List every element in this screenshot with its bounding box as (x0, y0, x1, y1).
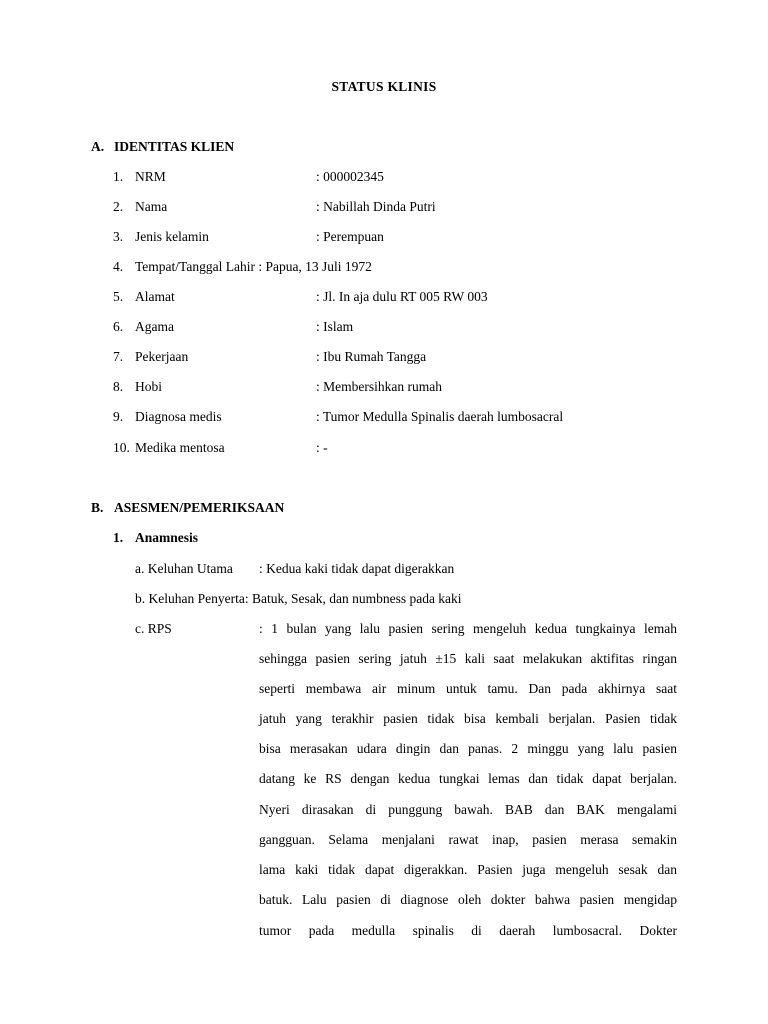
rps-text-line: : 1 bulan yang lalu pasien sering mengeluh kedua tungkainya lemah (259, 621, 677, 636)
identity-value: : 000002345 (316, 169, 384, 184)
anamnesis-title: Anamnesis (135, 530, 199, 545)
identity-value: : Membersihkan rumah (316, 379, 442, 394)
identity-number: 5. (113, 289, 124, 304)
identity-number: 9. (113, 409, 124, 424)
section-a-title: IDENTITAS KLIEN (114, 139, 235, 154)
rps-label: c. RPS (135, 621, 172, 636)
identity-number: 3. (113, 229, 124, 244)
keluhan-utama-label: a. Keluhan Utama (135, 561, 233, 576)
keluhan-penyerta-label: b. Keluhan Penyerta: Batuk, Sesak, dan numbness pada kaki (135, 591, 462, 606)
identity-number: 10. (113, 440, 130, 455)
rps-text-line: bisa merasakan udara dingin dan panas. 2 minggu yang lalu pasien (259, 741, 677, 756)
section-a-number: A. (91, 139, 105, 154)
identity-value: : Islam (316, 319, 354, 334)
identity-label: Diagnosa medis (135, 409, 222, 424)
identity-label: Hobi (135, 379, 162, 394)
identity-label: Jenis kelamin (135, 229, 209, 244)
section-b-title: ASESMEN/PEMERIKSAAN (114, 500, 285, 515)
identity-label: Medika mentosa (135, 440, 225, 455)
rps-text-line: lama kaki tidak dapat digerakkan. Pasien juga mengeluh sesak dan (259, 862, 677, 877)
identity-label: NRM (135, 169, 166, 184)
rps-text-line: Nyeri dirasakan di punggung bawah. BAB dan BAK mengalami (259, 802, 677, 817)
identity-label: Agama (135, 319, 174, 334)
rps-text-line: sehingga pasien sering jatuh ±15 kali saat melakukan aktifitas ringan (259, 651, 677, 666)
rps-text-line: gangguan. Selama menjalani rawat inap, pasien merasa semakin (259, 832, 677, 847)
identity-value: : Perempuan (316, 229, 384, 244)
identity-number: 8. (113, 379, 124, 394)
identity-number: 1. (113, 169, 124, 184)
identity-label: Pekerjaan (135, 349, 189, 364)
section-b-number: B. (91, 500, 104, 515)
identity-value: : - (316, 440, 328, 455)
page-title: STATUS KLINIS (331, 79, 437, 94)
anamnesis-number: 1. (113, 530, 124, 545)
rps-text-line: tumor pada medulla spinalis di daerah lumbosacral. Dokter (259, 923, 677, 938)
rps-text-line: jatuh yang terakhir pasien tidak bisa kembali berjalan. Pasien tidak (259, 711, 677, 726)
section-a-heading (91, 139, 234, 155)
identity-number: 4. (113, 259, 124, 274)
rps-text-line: datang ke RS dengan kedua tungkai lemas dan tidak dapat berjalan. (259, 771, 677, 786)
identity-value: : Nabillah Dinda Putri (316, 199, 436, 214)
identity-value: : Tumor Medulla Spinalis daerah lumbosacral (316, 409, 564, 424)
identity-value: : Jl. In aja dulu RT 005 RW 003 (316, 289, 488, 304)
identity-number: 6. (113, 319, 124, 334)
identity-value: : Ibu Rumah Tangga (316, 349, 427, 364)
section-b-heading (91, 500, 284, 516)
identity-number: 7. (113, 349, 124, 364)
identity-number: 2. (113, 199, 124, 214)
rps-text-line: seperti membawa air minum untuk tamu. Dan pada akhirnya saat (259, 681, 677, 696)
identity-label: Nama (135, 199, 168, 214)
keluhan-utama-value: : Kedua kaki tidak dapat digerakkan (259, 561, 455, 576)
identity-label: Tempat/Tanggal Lahir : Papua, 13 Juli 1972 (135, 259, 372, 274)
rps-text-line: batuk. Lalu pasien di diagnose oleh dokter bahwa pasien mengidap (259, 892, 677, 907)
identity-label: Alamat (135, 289, 175, 304)
